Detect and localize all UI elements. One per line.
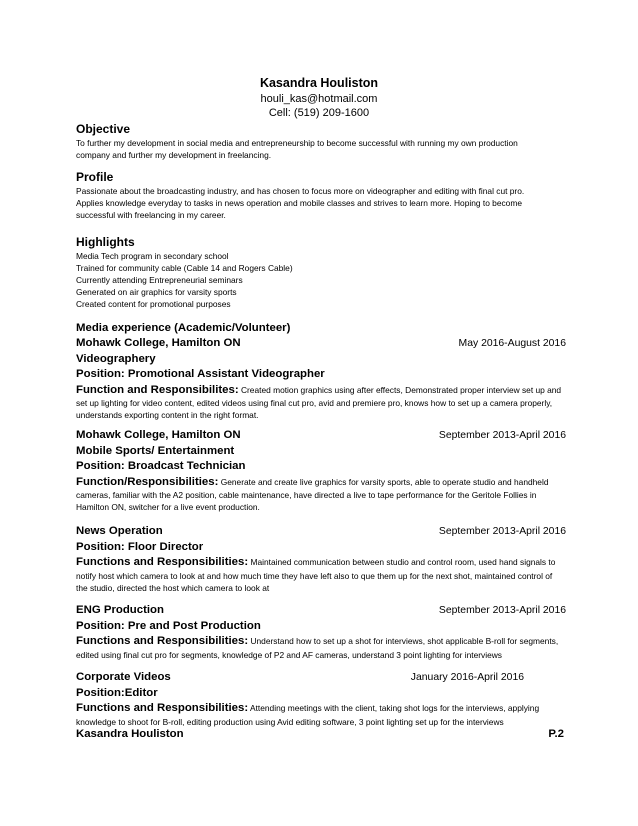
responsibilities-line: the studio, directed the host which camera to look at	[76, 582, 270, 593]
job-header	[76, 670, 566, 686]
responsibilities-line: cameras, familiar with the A2 position, cable maintenance, have directed a live to tape performance for the Geritole Follies in	[76, 490, 537, 500]
highlights-title: Highlights	[76, 235, 135, 249]
responsibilities-text: Understand how to set up a shot for interviews, shot applicable B-roll for segments,	[248, 636, 559, 646]
cell-phone: Cell: (519) 209-1600	[268, 107, 370, 119]
candidate-name: Kasandra Houliston	[259, 76, 379, 90]
highlight-item: Generated on air graphics for varsity sports	[76, 287, 237, 297]
profile-line: successful with freelancing in my career.	[76, 210, 226, 220]
responsibilities-label: Functions and Responsibilities:	[76, 556, 249, 568]
job-header	[76, 603, 566, 619]
responsibilities-text: Attending meetings with the client, taking shot logs for the interviews, applying	[248, 703, 540, 713]
footer-name: Kasandra Houliston	[76, 728, 184, 740]
job-responsibilities	[76, 634, 566, 649]
job-date: January 2016-April 2016	[410, 672, 524, 683]
responsibilities-text: Generate and create live graphics for varsity sports, able to operate studio and handheld	[218, 476, 549, 487]
page-number: P.2	[548, 728, 564, 740]
responsibilities-line: understands exporting content in the right format.	[76, 410, 259, 420]
job-organization: Corporate Videos	[76, 671, 171, 683]
job-date: September 2013-April 2016	[438, 526, 566, 537]
job-subtitle: Mobile Sports/ Entertainment	[76, 444, 235, 457]
job-subtitle: Videographery	[76, 352, 156, 365]
email-address: houli_kas@hotmail.com	[260, 93, 378, 105]
job-entry	[76, 524, 566, 594]
responsibilities-line: Hamilton ON, switcher for a live event production.	[76, 502, 260, 512]
responsibilities-line: set up lighting for video content, edited videos using final cut pro, avid and premiere pro, knows how to set up a camera properly,	[76, 398, 553, 408]
job-organization: Mohawk College, Hamilton ON	[76, 337, 241, 349]
profile-section	[76, 170, 566, 221]
job-date: September 2013-April 2016	[438, 430, 566, 441]
job-responsibilities	[76, 701, 566, 716]
job-position: Position: Broadcast Technician	[76, 460, 246, 472]
job-position: Position: Pre and Post Production	[76, 619, 261, 632]
job-entry	[76, 670, 566, 728]
objective-line: company and further my development in freelancing.	[76, 150, 272, 160]
responsibilities-line: notify host which camera to look at and how much time they have left also to que them up for the next shot, maintained control of	[76, 570, 553, 581]
experience-section	[76, 321, 566, 337]
responsibilities-label: Function/Responsibilities:	[76, 475, 219, 488]
objective-section	[76, 122, 566, 161]
job-position: Position: Floor Director	[76, 540, 204, 553]
job-responsibilities	[76, 475, 566, 490]
job-header	[76, 524, 566, 540]
job-entry	[76, 428, 566, 513]
job-organization: Mohawk College, Hamilton ON	[76, 429, 241, 441]
responsibilities-line: edited using final cut pro for segments, knowledge of P2 and AF cameras, understand 3 point lighting for interviews	[76, 649, 502, 660]
objective-line: To further my development in social media and entrepreneurship to become successful with running my own production	[76, 138, 518, 148]
highlight-item: Trained for community cable (Cable 14 and Rogers Cable)	[76, 263, 293, 273]
responsibilities-text: Created motion graphics using after effects, Demonstrated proper interview set up and	[238, 384, 562, 395]
highlight-item: Created content for promotional purposes	[76, 299, 231, 309]
job-date: May 2016-August 2016	[458, 338, 566, 349]
profile-title: Profile	[76, 170, 114, 184]
profile-line: Passionate about the broadcasting industry, and has chosen to focus more on videographer and editing with final cut pro.	[76, 186, 525, 196]
job-header	[76, 428, 566, 444]
job-date: September 2013-April 2016	[438, 605, 566, 616]
job-header	[76, 336, 566, 352]
job-position: Position:Editor	[76, 686, 158, 699]
job-organization: News Operation	[76, 525, 163, 537]
job-organization: ENG Production	[76, 604, 164, 616]
responsibilities-label: Function and Responsibilites:	[76, 383, 239, 396]
responsibilities-label: Functions and Responsibilities:	[76, 702, 249, 714]
profile-line: Applies knowledge everyday to tasks in news operation and mobile classes and strives to learn more. Hoping to become	[76, 198, 522, 208]
responsibilities-line: knowledge to shoot for B-roll, editing production using Avid editing software, 3 point lighting set up for the interviews	[76, 716, 504, 727]
job-entry	[76, 336, 566, 421]
job-responsibilities	[76, 555, 566, 570]
responsibilities-text: Maintained communication between studio and control room, used hand signals to	[248, 557, 556, 567]
highlight-item: Media Tech program in secondary school	[76, 251, 229, 261]
experience-title: Media experience (Academic/Volunteer)	[76, 322, 291, 334]
job-responsibilities	[76, 383, 566, 398]
page-footer	[76, 728, 564, 740]
highlights-section	[76, 235, 566, 310]
job-entry	[76, 603, 566, 661]
job-position: Position: Promotional Assistant Videographer	[76, 368, 325, 380]
objective-title: Objective	[76, 122, 131, 136]
responsibilities-label: Functions and Responsibilities:	[76, 635, 249, 647]
highlight-item: Currently attending Entrepreneurial seminars	[76, 275, 243, 285]
